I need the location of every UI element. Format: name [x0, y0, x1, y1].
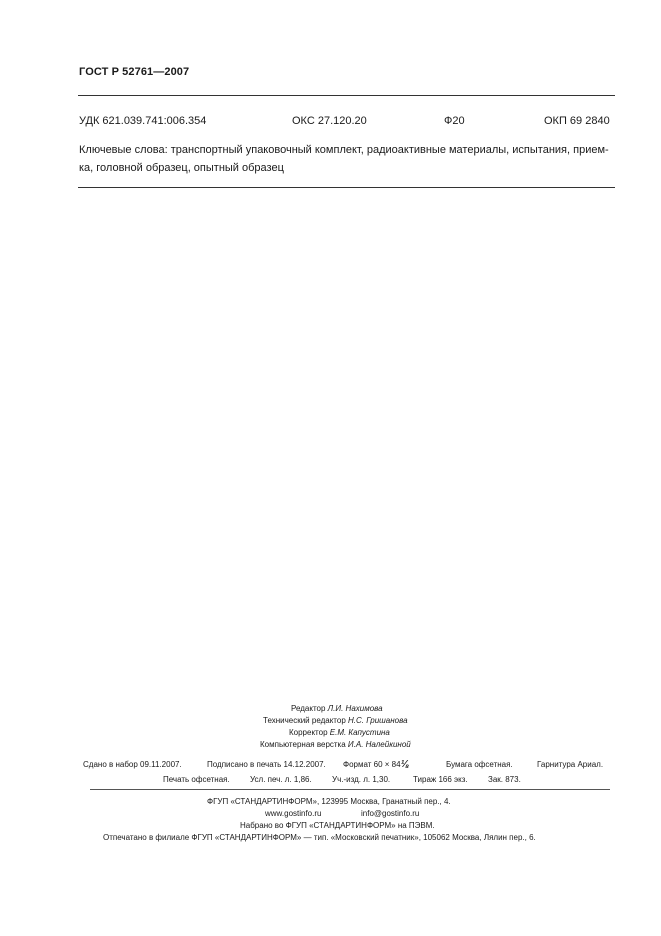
keywords-line-1: Ключевые слова: транспортный упаковочный комплект, радиоактивные материалы, испытания, прием- — [79, 144, 609, 156]
publisher-address: ФГУП «СТАНДАРТИНФОРМ», 123995 Москва, Гранатный пер., 4. — [207, 797, 451, 806]
publisher-typeset: Набрано во ФГУП «СТАНДАРТИНФОРМ» на ПЭВМ. — [240, 821, 435, 830]
imprint-print-type: Печать офсетная. — [163, 775, 230, 784]
imprint-paper: Бумага офсетная. — [446, 760, 513, 769]
credit-tech-editor-name: Н.С. Гришанова — [348, 716, 408, 725]
credit-editor-role: Редактор — [291, 704, 326, 713]
classification-row — [79, 115, 615, 129]
credit-corrector-role: Корректор — [289, 728, 328, 737]
credit-editor-name: Л.И. Нахимова — [327, 704, 383, 713]
okp-code: ОКП 69 2840 — [544, 115, 610, 127]
credit-corrector-name: Е.М. Капустина — [329, 728, 390, 737]
imprint-format — [343, 759, 409, 771]
imprint-divider — [90, 789, 610, 790]
credit-layout-role: Компьютерная верстка — [260, 740, 346, 749]
imprint-sheets: Усл. печ. л. 1,86. — [250, 775, 312, 784]
publisher-printed: Отпечатано в филиале ФГУП «СТАНДАРТИНФОРМ» — тип. «Московский печатник», 105062 Москва, Лялин пер., 6. — [103, 833, 536, 842]
credit-editor — [291, 703, 383, 715]
imprint-font: Гарнитура Ариал. — [537, 760, 604, 769]
credit-layout-name: И.А. Налейкиной — [347, 740, 411, 749]
publisher-email: info@gostinfo.ru — [361, 809, 420, 818]
imprint-order: Зак. 873. — [488, 775, 521, 784]
imprint-signed: Подписано в печать 14.12.2007. — [207, 760, 326, 769]
imprint-format-text: Формат 60 × 84 — [343, 760, 401, 769]
group-code: Ф20 — [444, 115, 465, 127]
publisher-site: www.gostinfo.ru — [265, 809, 322, 818]
keywords-line-2: ка, головной образец, опытный образец — [79, 162, 284, 174]
udk-code: УДК 621.039.741:006.354 — [79, 115, 207, 127]
credit-corrector — [289, 727, 390, 739]
credit-tech-editor-role: Технический редактор — [263, 716, 346, 725]
imprint-format-fraction: ⅛ — [400, 759, 409, 770]
imprint-run: Тираж 166 экз. — [413, 775, 468, 784]
top-divider — [78, 95, 615, 96]
bottom-divider — [78, 187, 615, 188]
credit-tech-editor — [263, 715, 408, 727]
imprint-sent: Сдано в набор 09.11.2007. — [83, 760, 182, 769]
credit-layout — [260, 739, 411, 751]
oks-code: ОКС 27.120.20 — [292, 115, 367, 127]
standard-code: ГОСТ Р 52761—2007 — [79, 66, 190, 78]
keywords-block — [79, 141, 617, 177]
imprint-pub-sheets: Уч.-изд. л. 1,30. — [332, 775, 391, 784]
